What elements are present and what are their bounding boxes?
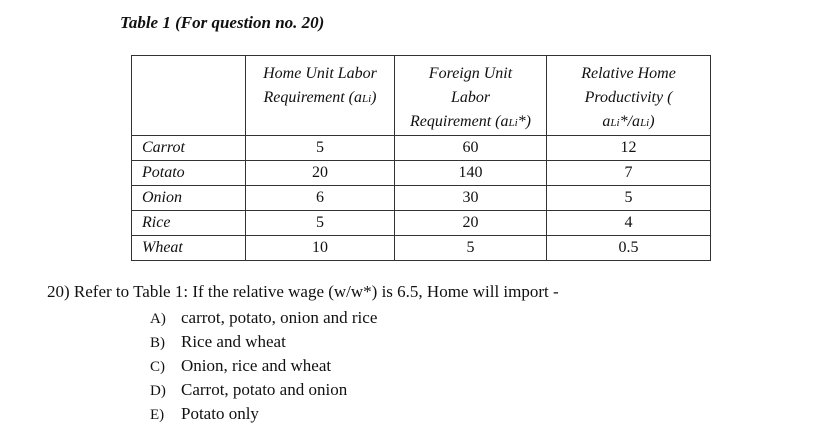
header-foreign-unit-labor xyxy=(395,56,547,136)
table-title: Table 1 (For question no. 20) xyxy=(120,13,325,32)
header-text: *) xyxy=(517,113,531,130)
home-value: 6 xyxy=(246,186,395,211)
option-e xyxy=(150,402,377,426)
header-text: Productivity ( xyxy=(584,89,673,106)
table-row xyxy=(132,161,711,186)
option-text: Potato only xyxy=(181,404,259,423)
header-subscript: Li xyxy=(610,117,620,129)
relative-value: 4 xyxy=(547,211,711,236)
option-letter: B) xyxy=(150,335,165,351)
home-value: 5 xyxy=(246,136,395,161)
option-letter: C) xyxy=(150,359,165,375)
foreign-value: 30 xyxy=(395,186,547,211)
row-label: Carrot xyxy=(132,136,246,161)
relative-value: 5 xyxy=(547,186,711,211)
header-text: a xyxy=(602,113,611,130)
home-value: 5 xyxy=(246,211,395,236)
option-text: Carrot, potato and onion xyxy=(181,380,348,399)
row-label: Wheat xyxy=(132,236,246,261)
table-row xyxy=(132,211,711,236)
table-row xyxy=(132,236,711,261)
option-text: Onion, rice and wheat xyxy=(181,356,332,375)
header-text: Relative Home xyxy=(581,65,676,82)
foreign-value: 5 xyxy=(395,236,547,261)
header-text: Labor xyxy=(450,89,491,106)
header-text: Requirement (a xyxy=(410,113,509,130)
header-subscript: Li xyxy=(361,93,372,105)
header-relative-productivity xyxy=(547,56,711,136)
option-text: carrot, potato, onion and rice xyxy=(181,308,378,327)
relative-value: 12 xyxy=(547,136,711,161)
header-text: Home Unit Labor xyxy=(263,65,377,82)
relative-value: 7 xyxy=(547,161,711,186)
home-value: 10 xyxy=(246,236,395,261)
header-text: ) xyxy=(649,113,655,130)
header-text: ) xyxy=(371,89,377,106)
header-subscript: Li xyxy=(640,117,650,129)
header-text: */a xyxy=(619,113,641,130)
option-text: Rice and wheat xyxy=(181,332,286,351)
home-value: 20 xyxy=(246,161,395,186)
option-letter: A) xyxy=(150,311,166,327)
answer-options xyxy=(150,306,377,426)
option-a xyxy=(150,306,377,330)
table-header-row xyxy=(132,56,711,136)
row-label: Onion xyxy=(132,186,246,211)
header-text: Foreign Unit xyxy=(428,65,513,82)
header-text: Requirement (a xyxy=(263,89,362,106)
option-b xyxy=(150,330,377,354)
option-d xyxy=(150,378,377,402)
option-c xyxy=(150,354,377,378)
labor-requirement-table xyxy=(131,55,711,261)
question-text: 20) Refer to Table 1: If the relative wage (w/w*) is 6.5, Home will import - xyxy=(47,282,559,301)
option-letter: E) xyxy=(150,407,165,423)
header-subscript: Li xyxy=(508,117,518,129)
foreign-value: 20 xyxy=(395,211,547,236)
table-row xyxy=(132,186,711,211)
header-home-unit-labor xyxy=(246,56,395,136)
header-empty-cell xyxy=(132,56,246,136)
row-label: Rice xyxy=(132,211,246,236)
row-label: Potato xyxy=(132,161,246,186)
foreign-value: 60 xyxy=(395,136,547,161)
relative-value: 0.5 xyxy=(547,236,711,261)
foreign-value: 140 xyxy=(395,161,547,186)
option-letter: D) xyxy=(150,383,166,399)
table-row xyxy=(132,136,711,161)
